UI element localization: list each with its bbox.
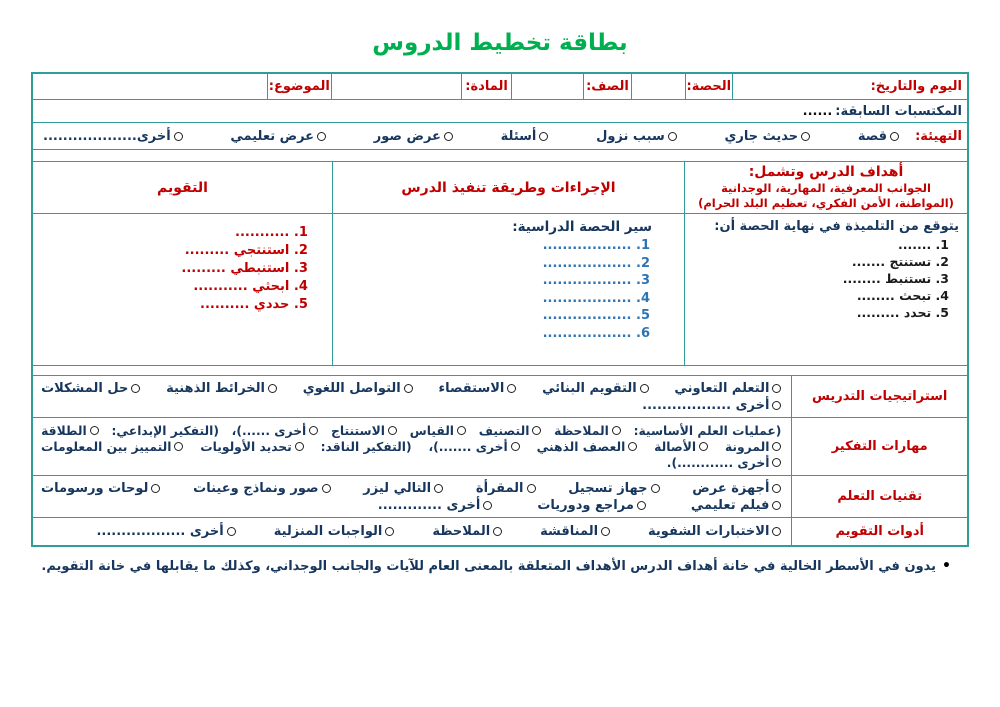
option-label: قصة — [857, 128, 888, 144]
expectation-label: يتوقع من التلميذة في نهاية الحصة أن: — [714, 219, 959, 234]
bullet-icon: • — [942, 558, 951, 574]
radio-icon — [772, 401, 781, 410]
technologies-label: تقنيات التعلم — [837, 489, 923, 504]
radio-option[interactable] — [230, 129, 326, 144]
option-label: تحديد الأولويات — [200, 439, 292, 454]
strategies-content — [33, 376, 791, 417]
tools-options — [41, 524, 781, 539]
option-label: مراجع ودوريات — [537, 497, 634, 513]
option-label: القياس — [409, 423, 455, 438]
option-label: حل المشكلات — [41, 380, 129, 396]
radio-icon — [388, 426, 397, 435]
option-label: لوحات ورسومات — [41, 480, 149, 496]
page-title: بطاقة تخطيط الدروس — [372, 30, 628, 56]
option-label: التقويم البنائي — [542, 380, 637, 396]
procedure-item[interactable]: 1. .................. — [542, 238, 650, 253]
footnote — [31, 558, 951, 575]
option-label: فيلم تعليمي — [690, 497, 770, 513]
radio-icon — [309, 426, 318, 435]
objectives-title: أهداف الدرس وتشمل: — [748, 164, 904, 181]
evaluation-tools-row — [33, 518, 967, 545]
radio-icon — [651, 484, 660, 493]
radio-icon — [539, 132, 548, 141]
spacer-row — [33, 366, 967, 376]
radio-icon — [772, 442, 781, 451]
radio-option[interactable] — [476, 481, 536, 496]
top-info-row — [33, 74, 967, 100]
objective-item[interactable]: 1. ....... — [897, 237, 949, 252]
option-label: التواصل اللغوي — [302, 380, 401, 396]
radio-option[interactable] — [537, 440, 638, 454]
option-label: الاختبارات الشفوية — [648, 524, 770, 539]
radio-option[interactable] — [303, 381, 413, 396]
day-date-cell — [732, 74, 967, 99]
strategies-label-cell — [791, 376, 967, 417]
evaluation-column — [33, 162, 332, 365]
subject-label: المادة: — [465, 79, 508, 94]
evaluation-item[interactable]: 1. ........... — [235, 225, 308, 240]
technologies-label-cell — [791, 476, 967, 517]
option-label: أخرى ......)، — [231, 423, 307, 438]
radio-option[interactable] — [111, 424, 219, 438]
period-label-cell — [685, 74, 732, 99]
warmup-options — [33, 129, 915, 144]
radio-option[interactable] — [554, 424, 621, 438]
strategies-label: استراتيجيات التدريس — [812, 389, 948, 404]
radio-option[interactable] — [858, 129, 899, 144]
radio-option[interactable] — [667, 456, 782, 470]
radio-icon — [483, 501, 492, 510]
thinking-line-3 — [41, 456, 781, 470]
option-label: صور ونماذج وعينات — [193, 480, 319, 496]
option-label: الاستقصاء — [438, 380, 505, 396]
radio-icon — [601, 527, 610, 536]
objective-item[interactable]: 4. تبحث ........ — [856, 288, 949, 303]
radio-option[interactable] — [41, 381, 140, 396]
strategies-options — [41, 381, 781, 396]
radio-icon — [640, 384, 649, 393]
evaluation-title: التقويم — [157, 179, 208, 196]
radio-icon — [532, 426, 541, 435]
radio-icon — [131, 384, 140, 393]
radio-option[interactable] — [166, 381, 277, 396]
radio-option[interactable] — [634, 424, 782, 438]
radio-icon — [511, 442, 520, 451]
radio-option[interactable] — [378, 498, 493, 513]
procedure-item[interactable]: 5. .................. — [542, 308, 650, 323]
prior-learning-label: المكتسبات السابقة: — [835, 103, 962, 119]
technologies-line-1 — [41, 481, 781, 496]
technologies-content — [33, 476, 791, 517]
option-label: الملاحظة — [432, 524, 491, 539]
radio-icon — [493, 527, 502, 536]
option-label: أخرى................... — [43, 128, 171, 144]
radio-icon — [444, 132, 453, 141]
option-label: أخرى ............). — [666, 455, 770, 470]
warmup-label: التهيئة: — [915, 128, 962, 144]
radio-icon — [527, 484, 536, 493]
objective-item[interactable]: 2. تستنتج ....... — [851, 254, 949, 269]
strategies-other — [41, 398, 781, 413]
topic-label: الموضوع: — [268, 79, 330, 94]
radio-icon — [772, 484, 781, 493]
radio-option[interactable] — [537, 498, 646, 513]
procedures-title: الإجراءات وطريقة تنفيذ الدرس — [401, 179, 616, 196]
option-label: الخرائط الذهنية — [166, 380, 265, 396]
evaluation-body — [33, 214, 332, 365]
radio-icon — [668, 132, 677, 141]
thinking-label-cell — [791, 418, 967, 475]
thinking-label: مهارات التفكير — [831, 439, 928, 454]
option-label: أخرى .......)، — [428, 439, 508, 454]
radio-option[interactable] — [691, 498, 782, 513]
radio-option[interactable] — [41, 481, 160, 496]
radio-option[interactable] — [363, 481, 443, 496]
radio-option[interactable] — [501, 129, 549, 144]
radio-option[interactable] — [596, 129, 677, 144]
option-label: (التفكير الناقد: — [320, 439, 412, 454]
option-label: التمييز بين المعلومات — [41, 439, 172, 454]
radio-option[interactable] — [232, 424, 319, 438]
prior-learning-field[interactable]: ...... — [802, 103, 833, 119]
evaluation-item[interactable]: 3. استنبطي ......... — [181, 261, 308, 276]
procedure-item[interactable]: 6. .................. — [542, 325, 650, 341]
evaluation-header — [33, 162, 332, 214]
technologies-line-2 — [41, 498, 781, 513]
radio-option[interactable] — [542, 381, 649, 396]
option-label: (عمليات العلم الأساسية: — [633, 423, 782, 438]
procedures-body — [333, 214, 684, 365]
radio-icon — [772, 384, 781, 393]
radio-option[interactable] — [479, 424, 542, 438]
radio-icon — [628, 442, 637, 451]
option-label: التعلم التعاوني — [674, 380, 770, 396]
prior-learning-row — [33, 100, 967, 123]
option-label: عرض تعليمي — [230, 128, 315, 144]
planning-table — [31, 72, 969, 547]
option-label: المرونة — [724, 439, 770, 454]
objectives-subtitle: الجوانب المعرفية، المهارية، الوجدانية (المواطنة، الأمن الفكري، تعظيم البلد الحرام) — [698, 181, 954, 210]
technologies-row — [33, 476, 967, 518]
option-label: أخرى ............. — [377, 497, 481, 513]
radio-option[interactable] — [432, 524, 502, 539]
radio-option[interactable] — [41, 424, 99, 438]
radio-icon — [317, 132, 326, 141]
objectives-list — [693, 236, 959, 321]
radio-icon — [612, 426, 621, 435]
procedure-item[interactable]: 3. .................. — [542, 273, 650, 288]
radio-icon — [404, 384, 413, 393]
radio-icon — [295, 442, 304, 451]
thinking-line-2 — [41, 440, 781, 454]
option-label: حديث جاري — [724, 128, 799, 144]
spacer-row — [33, 150, 967, 162]
subject-field[interactable] — [331, 74, 461, 99]
procedures-column — [332, 162, 684, 365]
radio-icon — [772, 501, 781, 510]
radio-option[interactable] — [43, 129, 183, 144]
radio-option[interactable] — [200, 440, 304, 454]
option-label: سبب نزول — [596, 128, 665, 144]
thinking-skills-row — [33, 418, 967, 476]
radio-option[interactable] — [41, 440, 183, 454]
objectives-column — [684, 162, 967, 365]
radio-icon — [699, 442, 708, 451]
radio-icon — [801, 132, 810, 141]
radio-option[interactable] — [428, 440, 519, 454]
procedure-item[interactable]: 4. .................. — [542, 290, 650, 306]
option-label: الأصالة — [654, 439, 697, 454]
lesson-flow-label: سير الحصة الدراسية: — [512, 219, 652, 235]
option-label: الواجبات المنزلية — [273, 524, 383, 539]
footnote-text: يدون في الأسطر الخالية في خانة أهداف الدرس الأهداف المتعلقة بالمعنى العام للآيات والجانب الوجداني، وكذلك ما يقابلها في خانة التقويم. — [41, 559, 937, 574]
option-label: أجهزة عرض — [692, 480, 770, 496]
radio-icon — [174, 132, 183, 141]
warmup-row — [33, 123, 967, 150]
radio-option[interactable] — [374, 129, 453, 144]
option-label: الاستنتاج — [331, 423, 386, 438]
option-label: التالي ليزر — [363, 480, 432, 496]
period-label: الحصة: — [686, 79, 732, 94]
tools-label: أدوات التقويم — [835, 524, 924, 539]
procedures-header — [333, 162, 684, 214]
radio-icon — [268, 384, 277, 393]
radio-icon — [772, 527, 781, 536]
radio-icon — [174, 442, 183, 451]
option-label: الملاحظة — [554, 423, 609, 438]
radio-option[interactable] — [648, 524, 781, 539]
objectives-body — [685, 214, 967, 365]
objectives-header — [685, 162, 967, 214]
strategies-row — [33, 376, 967, 418]
thinking-line-1 — [41, 424, 781, 438]
radio-option[interactable] — [438, 381, 516, 396]
evaluation-item[interactable]: 2. استنتجي ......... — [184, 243, 308, 258]
radio-option[interactable] — [692, 481, 781, 496]
radio-option[interactable] — [540, 524, 610, 539]
radio-option[interactable] — [193, 481, 330, 496]
thinking-content — [33, 418, 791, 475]
radio-option[interactable] — [642, 398, 781, 413]
option-label: الطلاقة — [41, 423, 87, 438]
radio-option[interactable] — [724, 129, 810, 144]
evaluation-list — [41, 224, 324, 314]
class-label-cell — [583, 74, 631, 99]
radio-icon — [151, 484, 160, 493]
option-label: أخرى .................. — [96, 524, 224, 539]
radio-icon — [507, 384, 516, 393]
procedure-item[interactable]: 2. .................. — [542, 255, 650, 271]
objective-item[interactable]: 3. تستنبط ........ — [842, 271, 949, 286]
option-label: المناقشة — [540, 524, 599, 539]
option-label: المقرأة — [475, 480, 524, 496]
radio-icon — [890, 132, 899, 141]
procedures-list — [341, 237, 676, 342]
evaluation-item[interactable]: 4. ابحثي ........... — [193, 279, 308, 294]
tools-label-cell — [791, 518, 967, 545]
objective-item[interactable]: 5. تحدد ......... — [856, 305, 949, 320]
radio-option[interactable] — [568, 481, 659, 496]
topic-label-cell — [267, 74, 331, 99]
radio-option[interactable] — [725, 440, 781, 454]
radio-option[interactable] — [274, 524, 395, 539]
radio-option[interactable] — [674, 381, 781, 396]
main-section — [33, 162, 967, 366]
option-label: العصف الذهني — [536, 439, 626, 454]
option-label: جهاز تسجيل — [568, 480, 648, 496]
class-label: الصف: — [586, 79, 629, 94]
radio-icon — [322, 484, 331, 493]
radio-option[interactable] — [654, 440, 708, 454]
radio-icon — [637, 501, 646, 510]
option-label: أخرى .................. — [642, 397, 770, 413]
radio-icon — [434, 484, 443, 493]
radio-option[interactable] — [321, 440, 412, 454]
radio-icon — [90, 426, 99, 435]
radio-icon — [772, 458, 781, 467]
option-label: عرض صور — [373, 128, 441, 144]
radio-option[interactable] — [410, 424, 466, 438]
day-date-label: اليوم والتاريخ: — [870, 79, 962, 94]
option-label: (التفكير الإبداعي: — [111, 423, 219, 438]
radio-option[interactable] — [96, 524, 235, 539]
radio-icon — [227, 527, 236, 536]
period-field[interactable] — [631, 74, 685, 99]
option-label: أسئلة — [500, 128, 537, 144]
radio-option[interactable] — [331, 424, 397, 438]
topic-field[interactable] — [33, 74, 267, 99]
evaluation-item[interactable]: 5. حددي .......... — [200, 297, 308, 312]
radio-icon — [457, 426, 466, 435]
radio-icon — [385, 527, 394, 536]
option-label: التصنيف — [478, 423, 530, 438]
class-field[interactable] — [511, 74, 583, 99]
tools-content — [33, 518, 791, 545]
subject-label-cell — [461, 74, 511, 99]
day-date-field[interactable] — [733, 74, 871, 99]
